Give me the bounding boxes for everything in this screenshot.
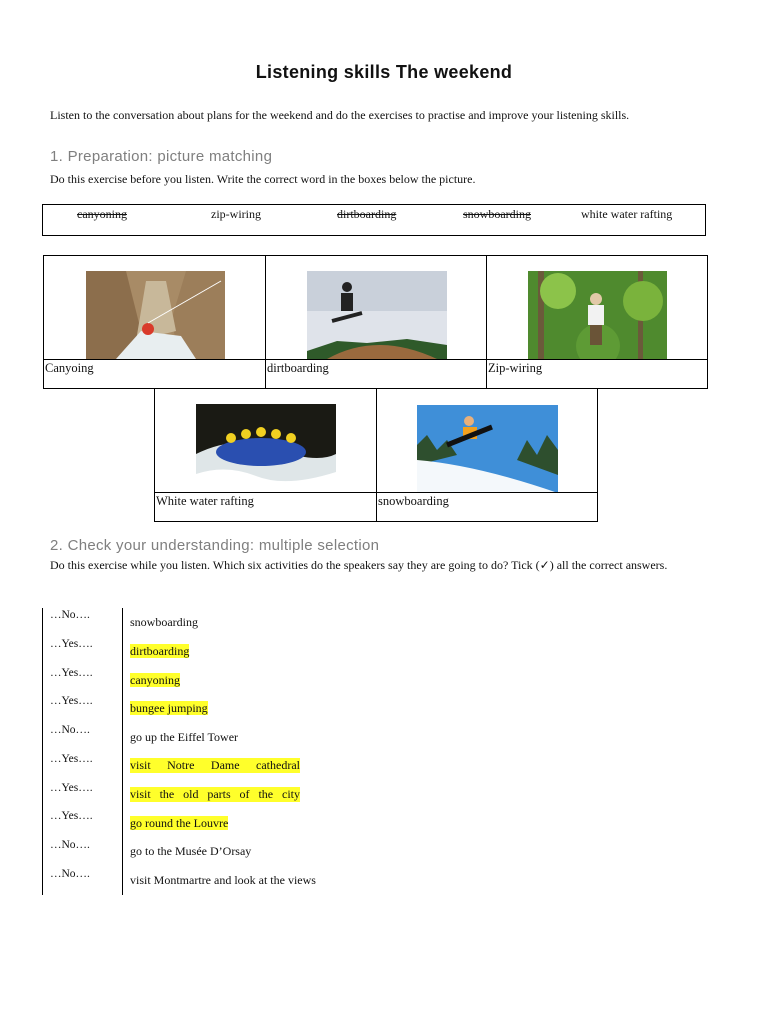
word-dirtboarding: dirtboarding (337, 207, 397, 221)
answer-8: …Yes…. (50, 810, 93, 822)
activity-3: canyoning (130, 673, 180, 687)
caption-zip-wiring: Zip-wiring (487, 359, 707, 388)
activity-1: snowboarding (130, 615, 198, 629)
picture-cell-zip-wiring (486, 255, 708, 389)
activity-9: go to the Musée D’Orsay (130, 844, 252, 858)
answer-4: …Yes…. (50, 695, 93, 707)
answer-1: …No…. (50, 609, 90, 621)
picture-cell-dirtboarding (265, 255, 487, 389)
activity-4: bungee jumping (130, 701, 208, 715)
section2-instruction: Do this exercise while you listen. Which six activities do the speakers say they are going to do? Tick (✓) all the correct answers. (50, 558, 668, 572)
section1-instruction: Do this exercise before you listen. Write the correct word in the boxes below the picture. (50, 172, 476, 186)
answers-border-divider (122, 608, 123, 895)
activity-6: visit Notre Dame cathedral (130, 758, 300, 772)
picture-cell-canyoning (43, 255, 266, 389)
activity-8: go round the Louvre (130, 816, 229, 830)
caption-white-water-rafting: White water rafting (155, 492, 376, 521)
dirtboarding-image (307, 271, 447, 359)
snowboarding-image (417, 405, 558, 493)
zip-wiring-image (528, 271, 667, 359)
word-bank (42, 204, 706, 236)
answer-7: …Yes…. (50, 782, 93, 794)
section1-heading: 1. Preparation: picture matching (50, 148, 273, 165)
word-canyoning: canyoning (77, 207, 127, 221)
answer-5: …No…. (50, 724, 90, 736)
picture-cell-white-water-rafting (154, 388, 377, 522)
word-zip-wiring: zip-wiring (211, 207, 261, 221)
caption-dirtboarding: dirtboarding (266, 359, 486, 388)
activity-10: visit Montmartre and look at the views (130, 873, 316, 887)
answer-10: …No…. (50, 868, 90, 880)
activity-5: go up the Eiffel Tower (130, 730, 239, 744)
answer-6: …Yes…. (50, 753, 93, 765)
intro-text: Listen to the conversation about plans for the weekend and do the exercises to practise and improve your listening skills. (50, 108, 630, 122)
word-snowboarding: snowboarding (463, 207, 531, 221)
answer-9: …No…. (50, 839, 90, 851)
answer-2: …Yes…. (50, 638, 93, 650)
canyoning-image (86, 271, 225, 359)
page-title: Listening skills The weekend (255, 62, 513, 82)
answer-3: …Yes…. (50, 667, 93, 679)
word-white-water-rafting: white water rafting (581, 207, 673, 221)
caption-canyoning: Canyoing (44, 359, 265, 388)
caption-snowboarding: snowboarding (377, 492, 597, 521)
answers-border-left (42, 608, 43, 895)
activity-2: dirtboarding (130, 644, 190, 658)
rafting-image (196, 404, 336, 492)
activity-7: visit the old parts of the city (130, 787, 300, 801)
picture-cell-snowboarding (376, 388, 598, 522)
section2-heading: 2. Check your understanding: multiple selection (50, 537, 380, 554)
